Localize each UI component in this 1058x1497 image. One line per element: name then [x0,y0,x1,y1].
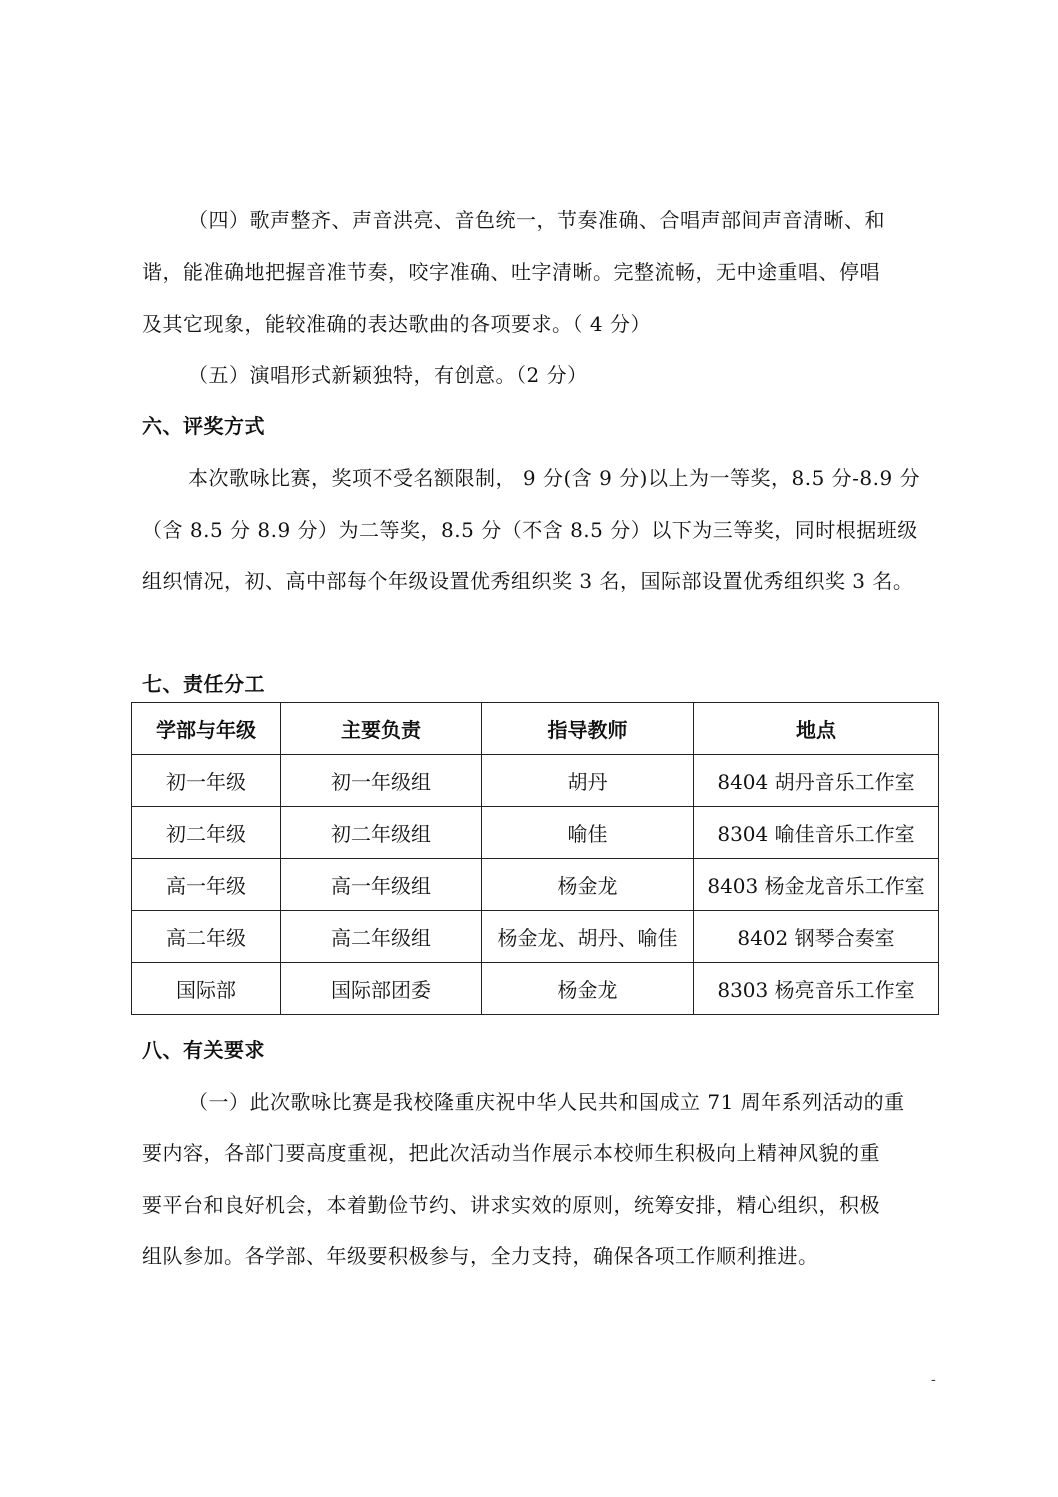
cell-responsible: 国际部团委 [281,963,482,1015]
criterion-five-line-1: （五）演唱形式新颖独特，有创意。（2 分） [188,363,588,387]
header-instructor: 指导教师 [482,703,694,755]
page-footer-mark: - [931,1372,936,1388]
awards-paragraph-line-1: 本次歌咏比赛，奖项不受名额限制， 9 分(含 9 分)以上为一等奖，8.5 分-8.9 分 [188,466,921,490]
cell-department: 国际部 [132,963,281,1015]
cell-location: 8404 胡丹音乐工作室 [694,755,939,807]
criterion-four-line-3: 及其它现象，能较准确的表达歌曲的各项要求。（ 4 分） [142,312,651,336]
cell-location: 8303 杨亮音乐工作室 [694,963,939,1015]
cell-responsible: 初二年级组 [281,807,482,859]
awards-paragraph-line-3: 组织情况，初、高中部每个年级设置优秀组织奖 3 名，国际部设置优秀组织奖 3 名。 [142,569,914,593]
cell-instructor: 杨金龙、胡丹、喻佳 [482,911,694,963]
awards-paragraph-line-2: （含 8.5 分 8.9 分）为二等奖，8.5 分（不含 8.5 分）以下为三等奖，同时根据班级 [142,518,918,542]
header-responsible: 主要负责 [281,703,482,755]
table-row [132,963,939,1015]
cell-department: 高一年级 [132,859,281,911]
cell-responsible: 高二年级组 [281,911,482,963]
cell-instructor: 喻佳 [482,807,694,859]
section-heading-requirements: 八、有关要求 [142,1038,265,1062]
criterion-four-line-2: 谐，能准确地把握音准节奏，咬字准确、吐字清晰。完整流畅，无中途重唱、停唱 [142,260,880,284]
cell-department: 初二年级 [132,807,281,859]
cell-instructor: 杨金龙 [482,859,694,911]
section-heading-awards: 六、评奖方式 [142,414,265,438]
cell-instructor: 胡丹 [482,755,694,807]
criterion-four-line-1: （四）歌声整齐、声音洪亮、音色统一，节奏准确、合唱声部间声音清晰、和 [188,208,885,232]
cell-responsible: 高一年级组 [281,859,482,911]
table-header-row [132,703,939,755]
requirement-one-line-2: 要内容，各部门要高度重视，把此次活动当作展示本校师生积极向上精神风貌的重 [142,1141,880,1165]
duty-table [131,702,939,1015]
requirement-one-line-4: 组队参加。各学部、年级要积极参与，全力支持，确保各项工作顺利推进。 [142,1244,819,1268]
requirement-one-line-1: （一）此次歌咏比赛是我校隆重庆祝中华人民共和国成立 71 周年系列活动的重 [188,1090,905,1114]
header-department: 学部与年级 [132,703,281,755]
cell-location: 8402 钢琴合奏室 [694,911,939,963]
table-row [132,807,939,859]
cell-department: 高二年级 [132,911,281,963]
table-row [132,859,939,911]
table-row [132,755,939,807]
section-heading-duties: 七、责任分工 [142,672,265,696]
cell-instructor: 杨金龙 [482,963,694,1015]
table-row [132,911,939,963]
cell-department: 初一年级 [132,755,281,807]
header-location: 地点 [694,703,939,755]
cell-location: 8403 杨金龙音乐工作室 [694,859,939,911]
cell-responsible: 初一年级组 [281,755,482,807]
cell-location: 8304 喻佳音乐工作室 [694,807,939,859]
requirement-one-line-3: 要平台和良好机会，本着勤俭节约、讲求实效的原则，统筹安排，精心组织，积极 [142,1193,880,1217]
